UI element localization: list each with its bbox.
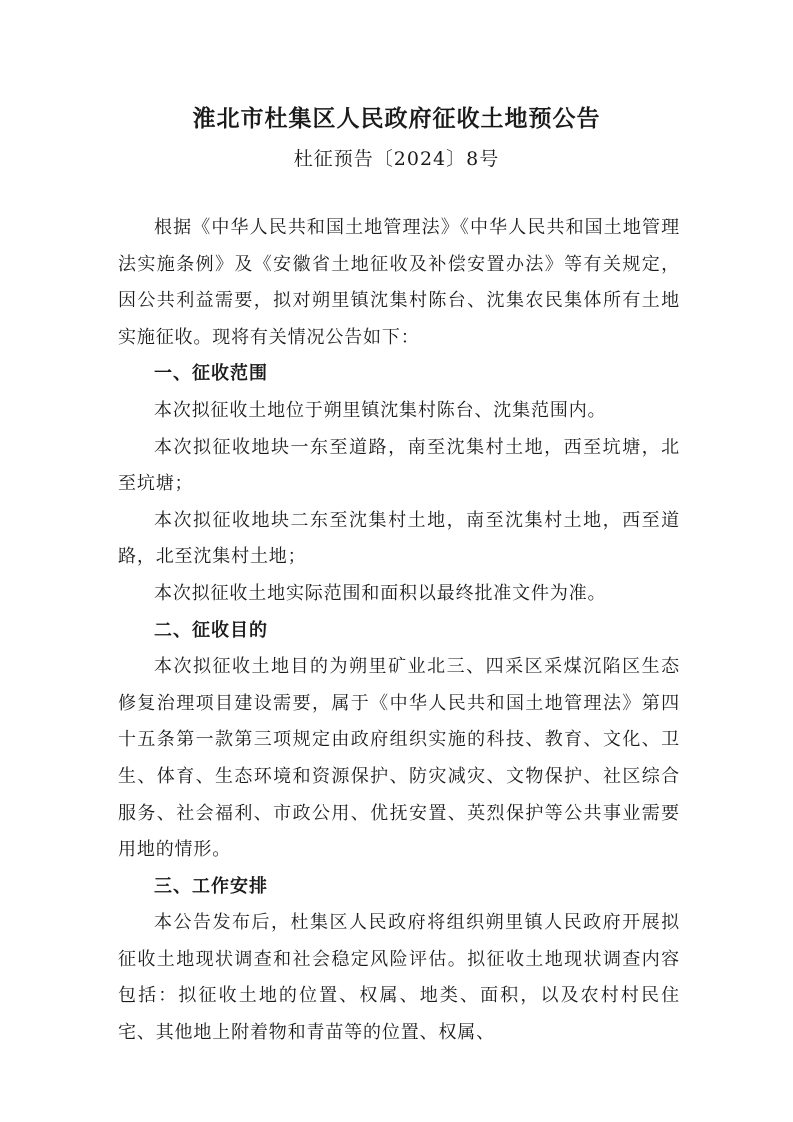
purpose-paragraph: 本次拟征收土地目的为朔里矿业北三、四采区采煤沉陷区生态修复治理项目建设需要，属于《中华人民共和国土地管理法》第四十五条第一款第三项规定由政府组织实施的科技、教育、文化、卫生、体育、生态环境和资源保护、防灾减灾、文物保护、社区综合服务、社会福利、市政公用、优抚安置、英烈保护等公共事业需要用地的情形。 xyxy=(118,656,680,861)
scope-paragraph: 本次拟征收土地实际范围和面积以最终批准文件为准。 xyxy=(154,582,607,604)
scope-paragraph: 本次拟征收地块一东至道路，南至沈集村土地，西至坑塘，北至坑塘； xyxy=(118,436,680,495)
intro-paragraph: 根据《中华人民共和国土地管理法》《中华人民共和国土地管理法实施条例》及《安徽省土地征收及补偿安置办法》等有关规定，因公共利益需要，拟对朔里镇沈集村陈台、沈集农民集体所有土地实施征收。现将有关情况公告如下： xyxy=(118,217,680,348)
scope-paragraph: 本次拟征收地块二东至沈集村土地，南至沈集村土地，西至道路，北至沈集村土地； xyxy=(118,509,680,568)
document-number: 杜征预告〔2024〕8号 xyxy=(293,148,500,170)
section-heading-scope: 一、征收范围 xyxy=(154,363,268,385)
document-body xyxy=(118,210,680,1052)
section-heading-arrangement: 三、工作安排 xyxy=(154,875,268,897)
section-heading-purpose: 二、征收目的 xyxy=(154,619,268,641)
arrangement-paragraph: 本公告发布后，杜集区人民政府将组织朔里镇人民政府开展拟征收土地现状调查和社会稳定风险评估。拟征收土地现状调查内容包括：拟征收土地的位置、权属、地类、面积，以及农村村民住宅、其他地上附着物和青苗等的位置、权属、 xyxy=(118,912,680,1044)
scope-paragraph: 本次拟征收土地位于朔里镇沈集村陈台、沈集范围内。 xyxy=(154,399,607,421)
document-title: 淮北市杜集区人民政府征收土地预公告 xyxy=(192,106,601,132)
